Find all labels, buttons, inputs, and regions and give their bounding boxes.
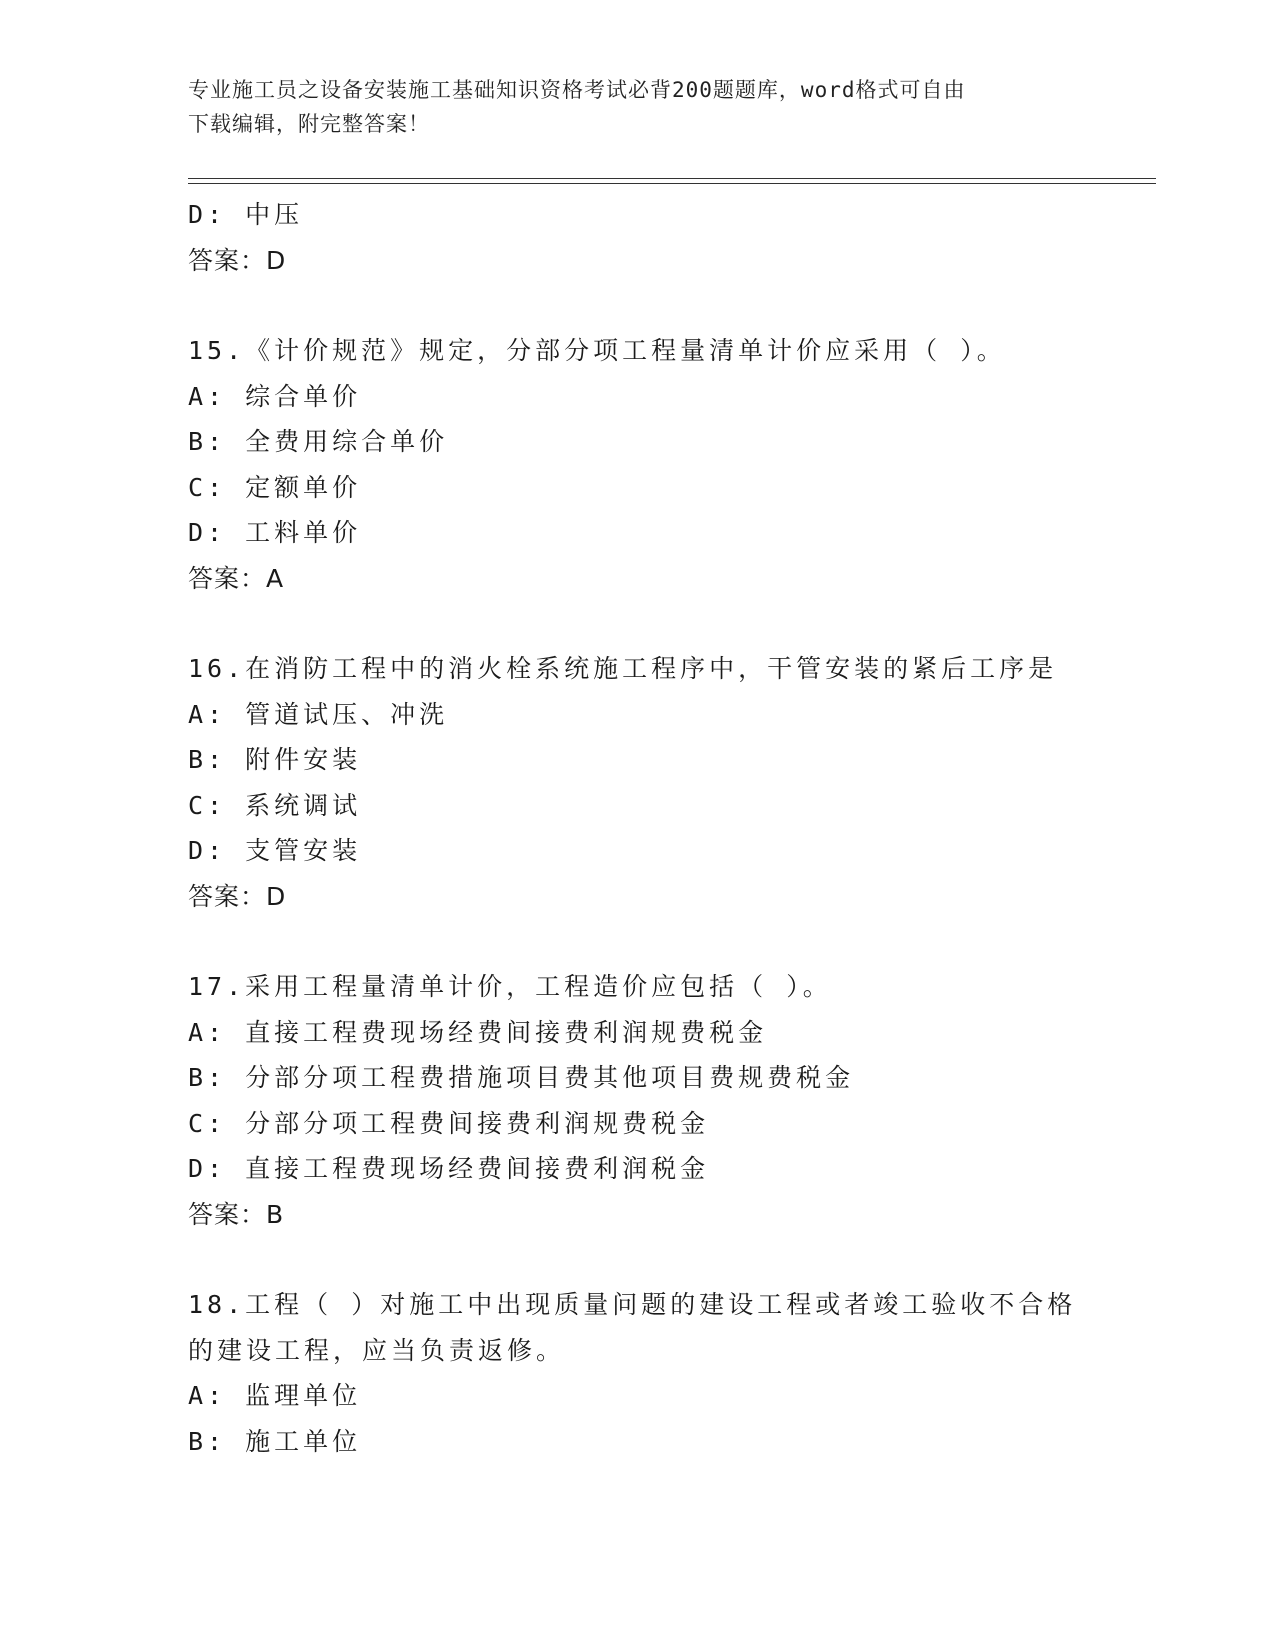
option-a: A: 综合单价 (188, 381, 362, 411)
question-stem-line-2: 的建设工程，应当负责返修。 (188, 1335, 566, 1365)
answer-line: 答案：A (188, 563, 285, 593)
option-d: D: 中压 (188, 200, 304, 229)
option-d: D: 工料单价 (188, 518, 362, 547)
page-header (188, 73, 1088, 141)
option-b: B: 附件安装 (188, 745, 362, 774)
option-c: C: 分部分项工程费间接费利润规费税金 (188, 1108, 710, 1138)
question-18 (188, 1282, 1128, 1464)
answer-line: 答案：D (188, 881, 287, 911)
option-b: B: 施工单位 (188, 1426, 362, 1456)
previous-question-tail (188, 192, 1128, 283)
header-line-2: 下载编辑，附完整答案！ (188, 112, 430, 136)
question-stem: 15.《计价规范》规定，分部分项工程量清单计价应采用（ ）。 (188, 336, 1006, 365)
option-a: A: 管道试压、冲洗 (188, 699, 449, 729)
option-d: D: 支管安装 (188, 836, 362, 865)
header-rule-bottom (188, 183, 1156, 184)
question-stem-line-1: 18.工程（ ）对施工中出现质量问题的建设工程或者竣工验收不合格 (188, 1290, 1077, 1319)
header-rule-top (188, 178, 1156, 179)
option-b: B: 分部分项工程费措施项目费其他项目费规费税金 (188, 1063, 855, 1092)
option-a: A: 直接工程费现场经费间接费利润规费税金 (188, 1017, 768, 1047)
answer-line: 答案：D (188, 245, 287, 275)
answer-line: 答案：B (188, 1199, 285, 1229)
question-15 (188, 328, 1128, 601)
question-16 (188, 646, 1128, 919)
option-d: D: 直接工程费现场经费间接费利润税金 (188, 1154, 710, 1183)
option-a: A: 监理单位 (188, 1381, 362, 1410)
header-line-1: 专业施工员之设备安装施工基础知识资格考试必背200题题库，word格式可自由 (188, 78, 966, 102)
option-b: B: 全费用综合单价 (188, 427, 449, 456)
option-c: C: 系统调试 (188, 790, 362, 820)
question-17 (188, 964, 1128, 1237)
question-stem: 16.在消防工程中的消火栓系统施工程序中，干管安装的紧后工序是 (188, 654, 1058, 683)
question-stem: 17.采用工程量清单计价，工程造价应包括（ ）。 (188, 972, 832, 1001)
question-list (188, 192, 1128, 1509)
option-c: C: 定额单价 (188, 472, 362, 502)
